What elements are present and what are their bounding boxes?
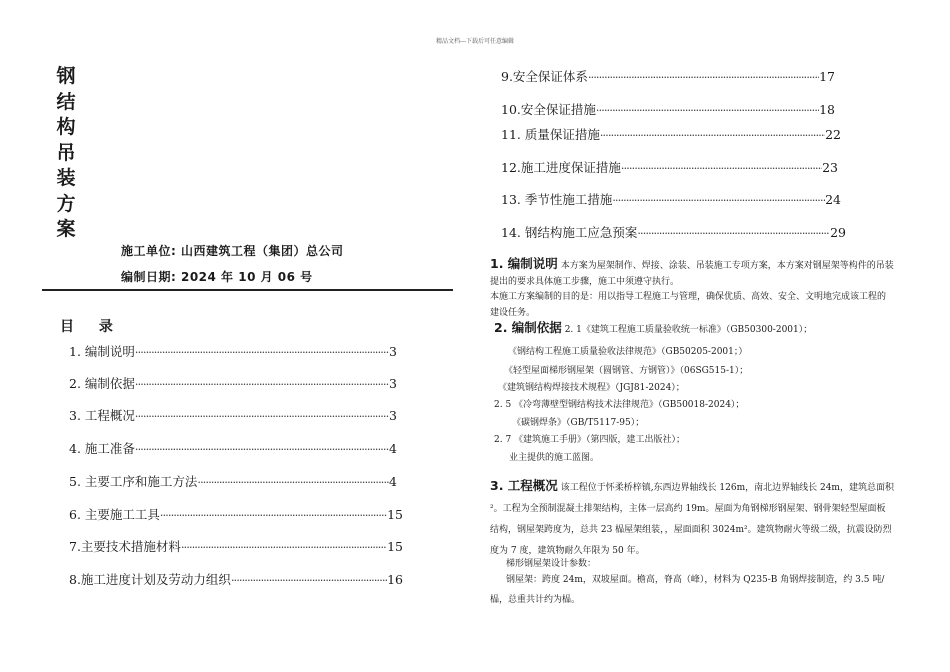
toc-label: 7.主要技术措施材料 [69, 539, 181, 554]
toc-page: 29 [830, 225, 846, 240]
title-char: 方 [56, 192, 76, 215]
watermark: 精品文档---下载后可任意编辑 [435, 38, 515, 45]
toc-page: 4 [389, 441, 397, 456]
toc-page: 15 [387, 507, 403, 522]
param-text: 钢屋架：跨度 24m，双坡屋面。檐高，脊高（峰），材料为 Q235-B 角钢焊接制造，约 3.5 吨/榀，总重共计约为榀。 [490, 575, 885, 605]
basis-item: 《碳钢焊条》（GB/T5117-95）； [512, 418, 645, 428]
toc-page: 23 [822, 160, 838, 175]
toc-item[interactable] [69, 406, 397, 424]
toc-leader [596, 104, 819, 117]
section-3-heading: 3. 工程概况 [490, 478, 558, 493]
basis-item: 《钢结构工程施工质量验收法律规范》（GB50205-2001；） [508, 347, 748, 357]
section-3-text: 该工程位于怀柔桥梓镇,东西边界轴线长 126m，南北边界轴线长 24m，建筑总面积²。工程为全预制混凝土排架结构，主体一层高约 19m。屋面为角钢梯形钢屋架、钢骨架轻型屋面板结构，钢屋架跨度为，总共 23 榀屋架组装，，屋面面积 3024m²。建筑物耐火等级二级，抗震设防烈度为 7 度，建筑物耐久年限为 50 年。 [490, 483, 894, 556]
basis-item: 2. 7 《建筑施工手册》（第四版，建工出版社）； [494, 435, 686, 445]
toc-page: 15 [387, 539, 403, 554]
vertical-title [54, 64, 78, 243]
toc-heading: 目 录 [60, 319, 123, 335]
toc-label: 12.施工进度保证措施 [501, 160, 621, 175]
toc-item[interactable] [69, 472, 397, 490]
toc-page: 4 [389, 474, 397, 489]
section-1 [490, 256, 894, 290]
toc-page: 17 [819, 69, 835, 84]
section-1-text: 本方案为屋架制作、焊接、涂装、吊装施工专项方案，本方案对钢屋架等构件的吊装提出的要求具体施工步骤，施工中须遵守执行。 [490, 261, 894, 287]
basis-item: 2. 5 《冷弯薄壁型钢结构技术法律规范》（GB50018-2024）； [494, 400, 745, 410]
section-3 [490, 475, 894, 562]
toc-item[interactable] [69, 374, 397, 392]
toc-leader [621, 162, 822, 175]
basis-item: 《建筑钢结构焊接技术规程》（JGJ81-2024）； [498, 383, 685, 393]
toc-page: 3 [389, 408, 397, 423]
toc-page: 24 [825, 192, 841, 207]
divider [42, 289, 453, 291]
basis-item: 业主提供的施工蓝图。 [509, 453, 600, 463]
toc-leader [135, 410, 389, 423]
toc-item[interactable] [501, 223, 846, 241]
toc-item[interactable] [69, 570, 403, 588]
toc-leader [588, 71, 819, 84]
section-2-heading: 2. 编制依据 [494, 320, 562, 335]
toc-leader [231, 574, 387, 587]
toc-label: 9.安全保证体系 [501, 69, 588, 84]
toc-item[interactable] [501, 190, 841, 208]
toc-item[interactable] [501, 67, 835, 85]
toc-label: 11. 质量保证措施 [501, 127, 600, 142]
toc-leader [637, 227, 830, 240]
toc-leader [600, 129, 825, 142]
toc-item[interactable] [501, 125, 841, 143]
toc-label: 6. 主要施工工具 [69, 507, 160, 522]
section-1-heading: 1. 编制说明 [490, 256, 558, 271]
toc-label: 5. 主要工序和施工方法 [69, 474, 198, 489]
toc-item[interactable] [69, 439, 397, 457]
toc-item[interactable] [69, 537, 403, 555]
toc-label: 13. 季节性施工措施 [501, 192, 613, 207]
section-1-purpose: 本施工方案编制的目的是：用以指导工程施工与管理，确保优质、高效、安全、文明地完成该工程的建设任务。 [490, 292, 887, 318]
toc-label: 3. 工程概况 [69, 408, 135, 423]
toc-leader [160, 509, 387, 522]
toc-page: 3 [389, 344, 397, 359]
section-2-first-text: 2. 1《建筑工程施工质量验收统一标准》（GB50300-2001）； [564, 325, 813, 335]
title-char: 钢 [56, 65, 76, 87]
section-2-first-line [494, 318, 812, 336]
toc-page: 16 [387, 572, 403, 587]
toc-label: 4. 施工准备 [69, 441, 135, 456]
toc-page: 22 [825, 127, 841, 142]
toc-item[interactable] [69, 342, 397, 360]
title-char: 案 [56, 218, 76, 240]
title-char: 装 [56, 167, 76, 189]
toc-label: 2. 编制依据 [69, 376, 135, 391]
toc-label: 10.安全保证措施 [501, 102, 596, 117]
title-char: 构 [56, 116, 76, 138]
toc-leader [135, 443, 389, 456]
toc-label: 1. 编制说明 [69, 344, 135, 359]
toc-label: 8.施工进度计划及劳动力组织 [69, 572, 231, 587]
toc-page: 18 [819, 102, 835, 117]
toc-leader [181, 541, 387, 554]
company-line: 施工单位: 山西建筑工程（集团）总公司 [121, 244, 344, 258]
date-line: 编制日期: 2024 年 10 月 06 号 [121, 270, 313, 284]
title-char: 吊 [56, 141, 76, 164]
toc-label: 14. 钢结构施工应急预案 [501, 225, 638, 240]
toc-item[interactable] [501, 100, 835, 118]
basis-item: 《轻型屋面梯形钢屋架（圆钢管、方钢管）》（06SG515-1）； [504, 366, 749, 376]
toc-item[interactable] [69, 505, 403, 523]
toc-page: 3 [389, 376, 397, 391]
toc-leader [135, 378, 389, 391]
toc-item[interactable] [501, 158, 838, 176]
title-char: 结 [56, 90, 76, 113]
toc-leader [612, 194, 825, 207]
param-title: 梯形钢屋架设计参数： [506, 559, 597, 569]
toc-leader [135, 346, 389, 359]
toc-leader [197, 476, 389, 489]
